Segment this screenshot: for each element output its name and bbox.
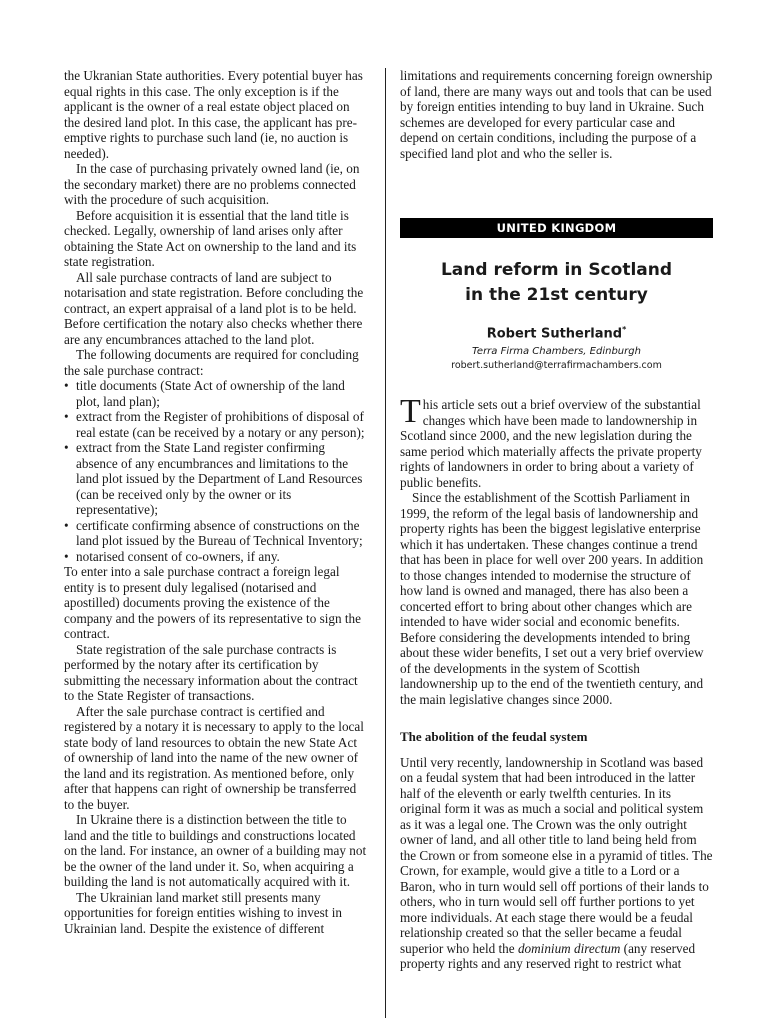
list-item: • certificate confirming absence of constructions on the land plot issued by the Bureau of Technical Inventory; <box>64 518 368 549</box>
latin-term: dominium directum <box>517 940 621 956</box>
author-name <box>400 322 713 342</box>
list-item: • extract from the State Land register confirming absence of any encumbrances and limitations to the land plot issued by the Department of Land Resources (can be received only by the owner or its representative); <box>64 440 368 518</box>
intro-text: his article sets out a brief overview of the substantial changes which have been made to landownership in Scotland since 2000, and the new legislation during the same period which materially affects the private property rights of landowners in order to bring about a variety of public benefits. <box>400 397 702 490</box>
paragraph <box>400 755 713 972</box>
column-divider <box>385 68 386 1018</box>
title-line: in the 21st century <box>465 285 648 305</box>
author-text: Robert Sutherland <box>486 326 623 342</box>
paragraph-text: Until very recently, landownership in Scotland was based on a feudal system that had been introduced in the latter half of the eleventh or early twelfth centuries. In its original form it was as much a social and political system as it was a legal one. The Crown was the only outright owner of land, and all other title to land being held from the Crown or from someone else in a pyramid of titles. The Crown, for example, would give a title to a Lord or a Baron, who in turn would sell off portions of their lands to others, who in turn would sell off further portions to yet more individuals. At each stage there would be a feudal relationship created so that the seller became a feudal superior who held the <box>400 754 713 956</box>
section-label: UNITED KINGDOM <box>400 218 713 238</box>
paragraph: In the case of purchasing privately owned land (ie, on the secondary market) there are no problems connected with the procedure of such acquisition. <box>64 161 360 207</box>
list-item: • extract from the Register of prohibitions of disposal of real estate (can be received by a notary or any person); <box>64 409 368 440</box>
paragraph: The Ukrainian land market still presents many opportunities for foreign entities wishing to invest in Ukrainian land. Despite the existence of different <box>64 889 342 936</box>
paragraph: limitations and requirements concerning foreign ownership of land, there are many ways out and tools that can be used by foreign entities intending to buy land in Ukraine. Such schemes are developed for every particular case and depend on certain conditions, including the purpose of a specified land plot and who the seller is. <box>400 68 713 161</box>
author-affiliation: Terra Firma Chambers, Edinburgh <box>472 346 641 358</box>
drop-cap: T <box>400 393 421 431</box>
left-column <box>64 68 368 1008</box>
section-heading: The abolition of the feudal system <box>400 729 588 745</box>
intro-paragraph <box>400 393 713 490</box>
paragraph: The following documents are required for concluding the sale purchase contract: <box>64 347 359 378</box>
paragraph-text: (any reserved property rights and any reserved right to restrict what <box>400 940 696 972</box>
paragraph: In Ukraine there is a distinction between the title to land and the title to buildings and constructions located on the land. For instance, an owner of a building may not be the owner of the land under it. So, when acquiring a building the land is not automatically acquired with it. <box>64 812 367 889</box>
title-line: Land reform in Scotland <box>440 260 673 280</box>
article-title <box>400 258 713 308</box>
paragraph: To enter into a sale purchase contract a foreign legal entity is to present duly legalised (notarised and apostilled) documents proving the existence of the company and the powers of its representative to sign the contract. <box>64 564 362 641</box>
paragraph: Before acquisition it is essential that the land title is checked. Legally, ownership of land arises only after obtaining the State Act on ownership to the land and its state registration. <box>64 207 357 269</box>
paragraph: After the sale purchase contract is certified and registered by a notary it is necessary to apply to the local state body of land resources to obtain the new State Act of ownership of land into the name of the new owner of the land and its registration. As mentioned before, only after that happens can right of ownership be transferred to the buyer. <box>64 703 364 812</box>
list-item: • notarised consent of co-owners, if any. <box>64 549 368 565</box>
paragraph: State registration of the sale purchase contracts is performed by the notary after its certification by submitting the necessary information about the contract to the State Register of transactions. <box>64 641 358 703</box>
right-column <box>400 68 713 1008</box>
paragraph: All sale purchase contracts of land are subject to notarisation and state registration. Before concluding the contract, an expert appraisal of a land plot is to be held. Before certification the notary also checks whether there are any encumbrances attached to the land plot. <box>64 269 364 347</box>
list-item: • title documents (State Act of ownership of the land plot, land plan); <box>64 378 368 409</box>
document-list <box>64 378 368 564</box>
paragraph: the Ukranian State authorities. Every potential buyer has equal rights in this case. The only exception is if the applicant is the owner of a real estate object placed on the desired land plot. In this case, the applicant has pre-emptive rights to purchase such land (ie, no auction is needed). <box>64 68 363 161</box>
paragraph: Since the establishment of the Scottish Parliament in 1999, the reform of the legal basis of landownership and property rights has been the biggest legislative enterprise which it has undertaken. These changes continue a trend that has been in place for well over 200 years. In addition to those changes intended to modernise the structure of how land is owned and managed, there has also been a concerted effort to bring about other changes which are intended to have wider social and economic benefits. Before considering the developments intended to bring about these wider benefits, I set out a very brief overview of the developments in the system of Scottish landownership up to the end of the twentieth century, and the main legislative changes since 2000. <box>400 490 704 707</box>
author-email: robert.sutherland@terrafirmachambers.com <box>451 360 662 372</box>
footnote-mark: * <box>622 325 627 334</box>
